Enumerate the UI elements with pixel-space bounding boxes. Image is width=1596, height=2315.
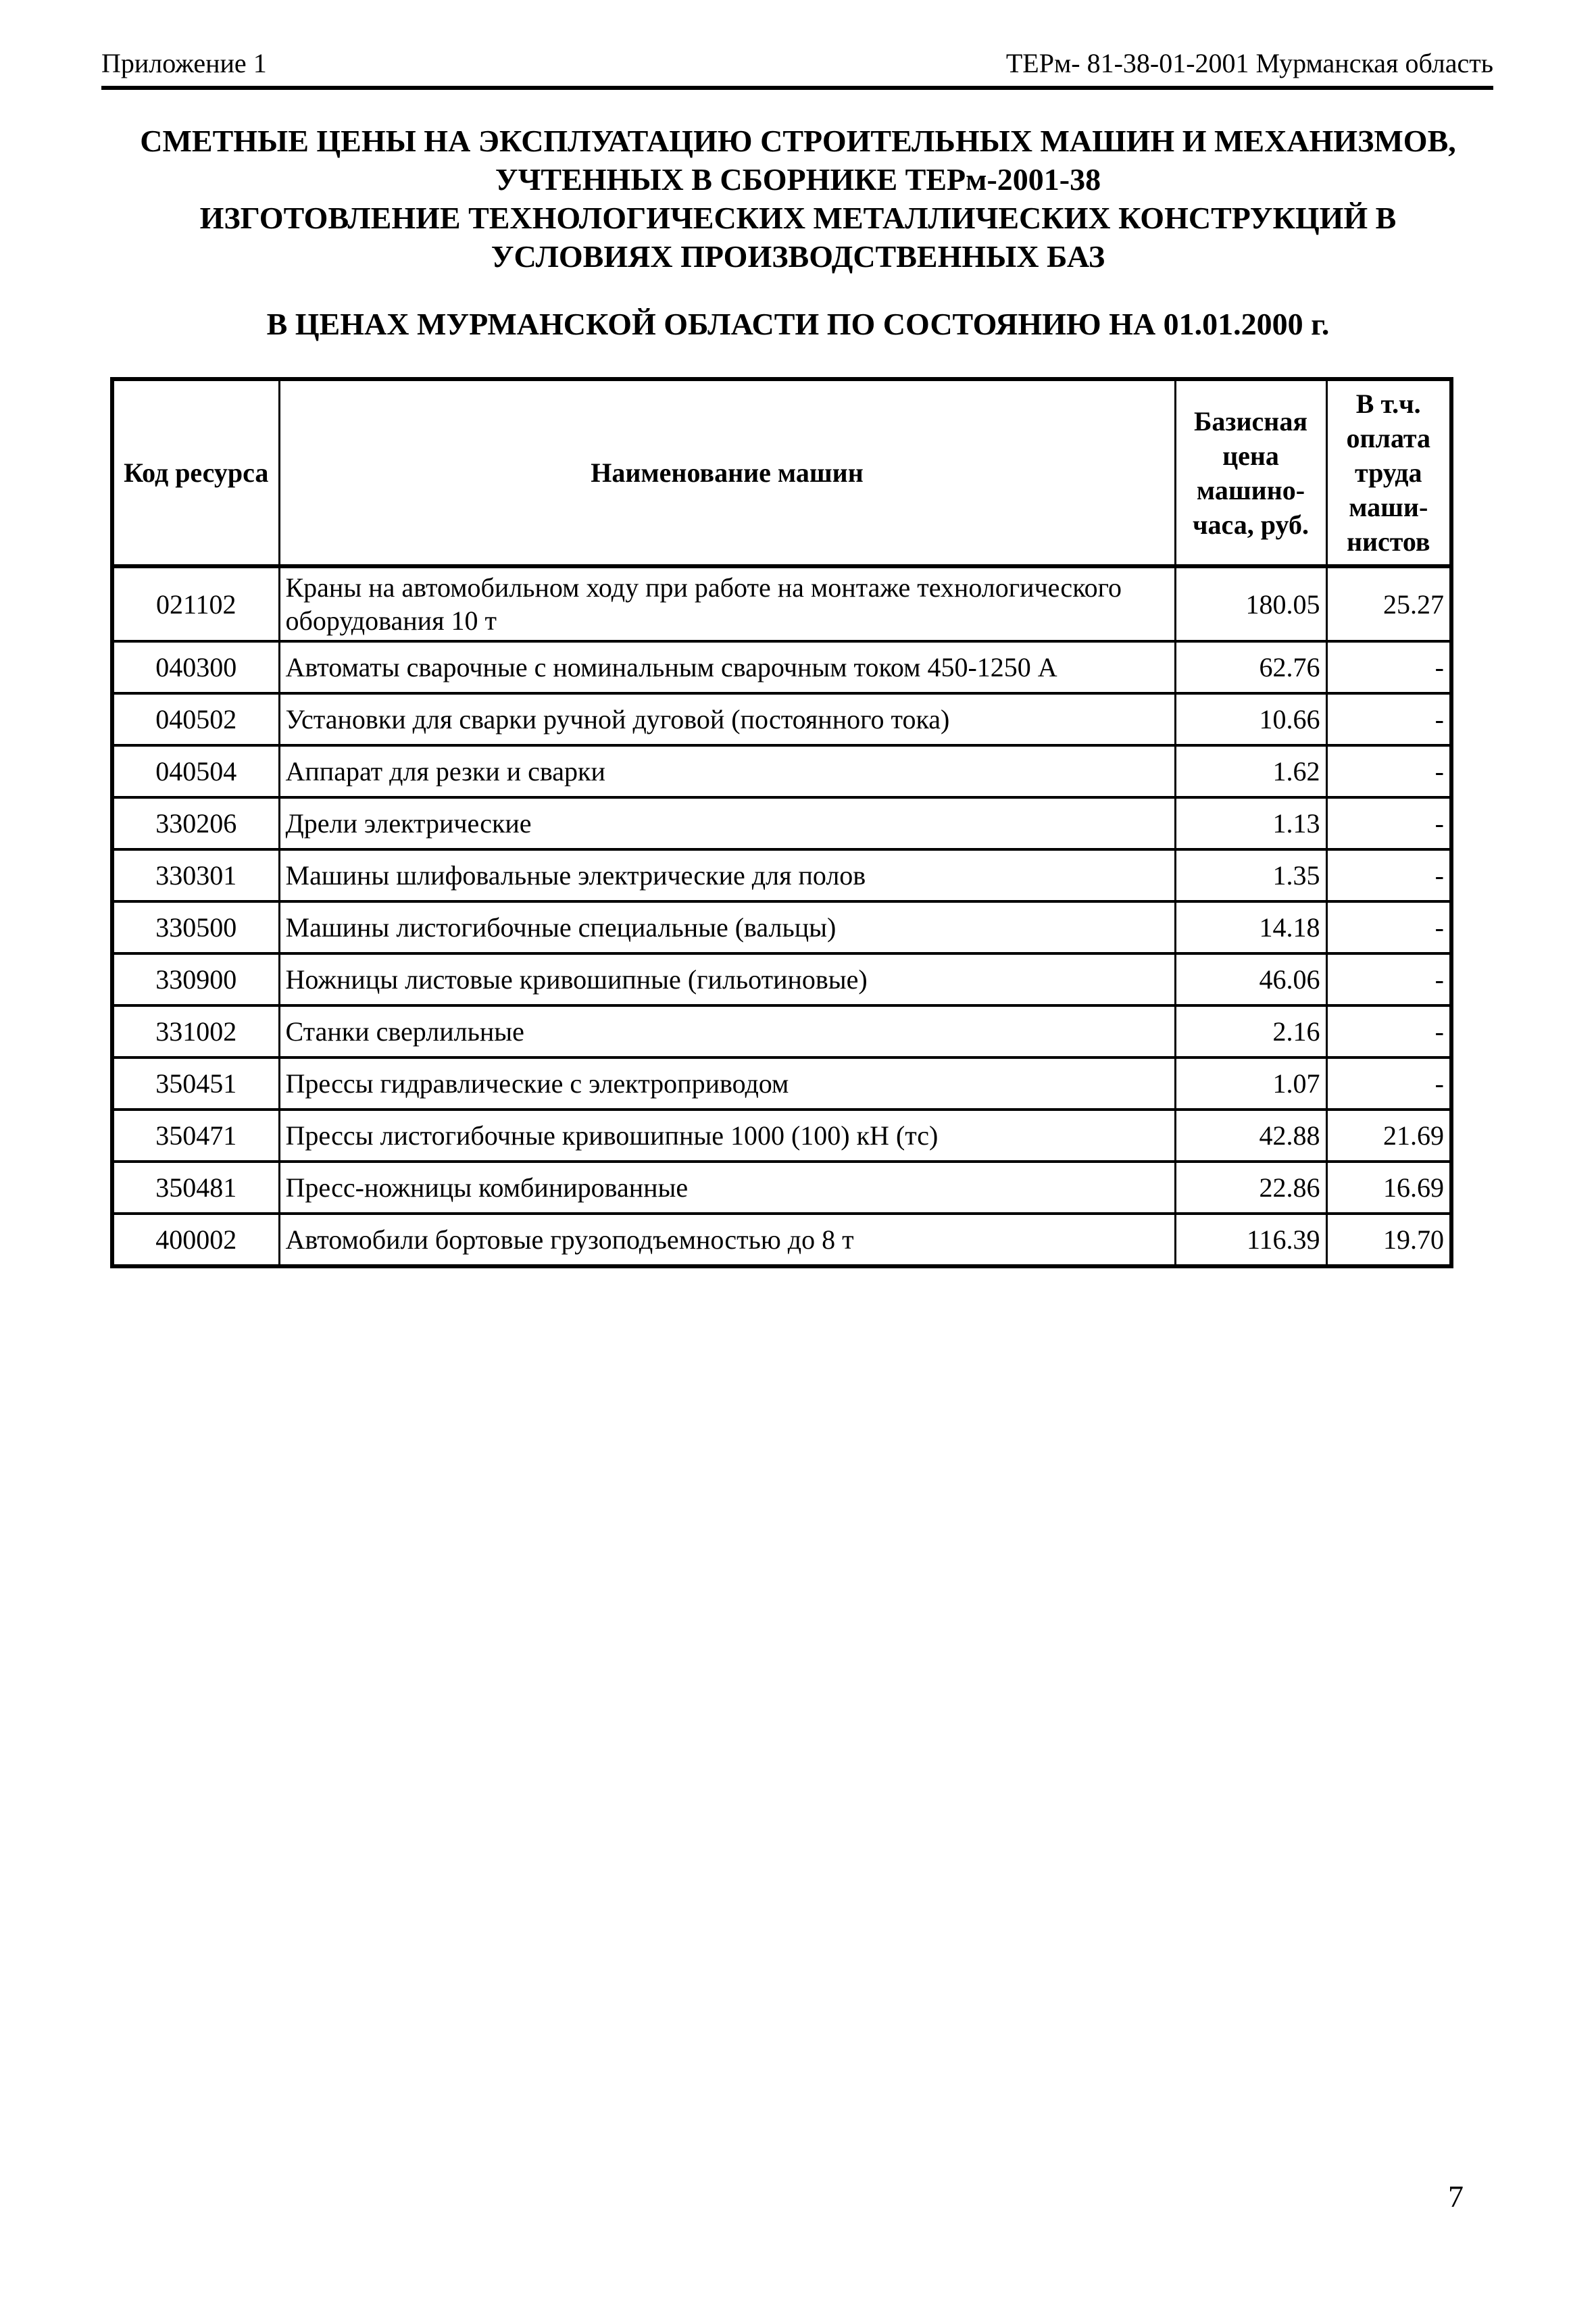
resource-code-cell: 040504: [112, 745, 279, 797]
machine-name-cell: Установки для сварки ручной дуговой (постоянного тока): [279, 693, 1175, 745]
running-header: [101, 47, 1493, 80]
machine-name-cell: Автомобили бортовые грузоподъемностью до 8 т: [279, 1214, 1175, 1266]
resource-code-cell: 330500: [112, 901, 279, 953]
base-price-cell: 1.35: [1175, 849, 1326, 901]
base-price-cell: 180.05: [1175, 566, 1326, 641]
column-header-resource-code: Код ресурса: [112, 379, 279, 566]
operator-labor-cell: -: [1326, 797, 1451, 849]
machine-name-cell: Прессы гидравлические с электроприводом: [279, 1057, 1175, 1110]
resource-code-cell: 350471: [112, 1110, 279, 1162]
machine-name-cell: Пресс-ножницы комбинированные: [279, 1162, 1175, 1214]
table-row: [112, 1214, 1451, 1266]
resource-code-cell: 400002: [112, 1214, 279, 1266]
table-row: [112, 566, 1451, 641]
machine-name-cell: Машины шлифовальные электрические для полов: [279, 849, 1175, 901]
machine-name-cell: Машины листогибочные специальные (вальцы): [279, 901, 1175, 953]
resource-code-cell: 021102: [112, 566, 279, 641]
machine-name-cell: Аппарат для резки и сварки: [279, 745, 1175, 797]
base-price-cell: 1.13: [1175, 797, 1326, 849]
operator-labor-cell: -: [1326, 1057, 1451, 1110]
machine-name-cell: Дрели электрические: [279, 797, 1175, 849]
table-row: [112, 849, 1451, 901]
base-price-cell: 62.76: [1175, 641, 1326, 693]
operator-labor-cell: -: [1326, 849, 1451, 901]
resource-code-cell: 040502: [112, 693, 279, 745]
resource-code-cell: 330206: [112, 797, 279, 849]
table-row: [112, 1005, 1451, 1057]
page-number: 7: [1448, 2179, 1464, 2214]
column-header-machine-name: Наименование машин: [279, 379, 1175, 566]
machine-name-cell: Автоматы сварочные с номинальным сварочным током 450-1250 А: [279, 641, 1175, 693]
base-price-cell: 42.88: [1175, 1110, 1326, 1162]
appendix-label: Приложение 1: [101, 48, 267, 78]
table-row: [112, 745, 1451, 797]
operator-labor-cell: -: [1326, 901, 1451, 953]
collection-reference: ТЕРм- 81-38-01-2001 Мурманская область: [1005, 48, 1493, 78]
table-body: [112, 566, 1451, 1266]
resource-code-cell: 350451: [112, 1057, 279, 1110]
machine-name-cell: Станки сверлильные: [279, 1005, 1175, 1057]
machine-name-cell: Ножницы листовые кривошипные (гильотиновые): [279, 953, 1175, 1005]
table-row: [112, 1057, 1451, 1110]
base-price-cell: 2.16: [1175, 1005, 1326, 1057]
resource-code-cell: 040300: [112, 641, 279, 693]
title-line-2: УЧТЕННЫХ В СБОРНИКЕ ТЕРм-2001-38: [495, 162, 1101, 197]
column-header-base-price: Базисная цена машино-часа, руб.: [1175, 379, 1326, 566]
operator-labor-cell: 25.27: [1326, 566, 1451, 641]
table-row: [112, 797, 1451, 849]
header-rule: [101, 86, 1493, 90]
operator-labor-cell: -: [1326, 641, 1451, 693]
base-price-cell: 116.39: [1175, 1214, 1326, 1266]
resource-code-cell: 331002: [112, 1005, 279, 1057]
base-price-cell: 22.86: [1175, 1162, 1326, 1214]
title-line-3: ИЗГОТОВЛЕНИЕ ТЕХНОЛОГИЧЕСКИХ МЕТАЛЛИЧЕСКИХ КОНСТРУКЦИЙ В: [199, 201, 1397, 235]
table-row: [112, 693, 1451, 745]
operator-labor-cell: -: [1326, 1005, 1451, 1057]
title-line-4: УСЛОВИЯХ ПРОИЗВОДСТВЕННЫХ БАЗ: [491, 239, 1105, 274]
table-row: [112, 641, 1451, 693]
table-row: [112, 1162, 1451, 1214]
operator-labor-cell: -: [1326, 693, 1451, 745]
resource-code-cell: 350481: [112, 1162, 279, 1214]
operator-labor-cell: 16.69: [1326, 1162, 1451, 1214]
base-price-cell: 10.66: [1175, 693, 1326, 745]
base-price-cell: 1.07: [1175, 1057, 1326, 1110]
machine-name-cell: Прессы листогибочные кривошипные 1000 (100) кН (тс): [279, 1110, 1175, 1162]
operator-labor-cell: -: [1326, 745, 1451, 797]
resource-code-cell: 330900: [112, 953, 279, 1005]
document-subtitle: В ЦЕНАХ МУРМАНСКОЙ ОБЛАСТИ ПО СОСТОЯНИЮ НА 01.01.2000 г.: [266, 307, 1330, 341]
table-header-row: [112, 379, 1451, 566]
base-price-cell: 14.18: [1175, 901, 1326, 953]
resource-code-cell: 330301: [112, 849, 279, 901]
table-row: [112, 953, 1451, 1005]
base-price-cell: 46.06: [1175, 953, 1326, 1005]
title-line-1: СМЕТНЫЕ ЦЕНЫ НА ЭКСПЛУАТАЦИЮ СТРОИТЕЛЬНЫХ МАШИН И МЕХАНИЗМОВ,: [140, 124, 1456, 158]
machine-name-cell: Краны на автомобильном ходу при работе на монтаже технологического оборудования 10 т: [279, 566, 1175, 641]
table-row: [112, 901, 1451, 953]
machinery-price-table: [110, 377, 1453, 1268]
operator-labor-cell: 19.70: [1326, 1214, 1451, 1266]
operator-labor-cell: -: [1326, 953, 1451, 1005]
table-row: [112, 1110, 1451, 1162]
operator-labor-cell: 21.69: [1326, 1110, 1451, 1162]
document-title: [81, 122, 1515, 276]
table-header: [112, 379, 1451, 566]
column-header-operator-labor: В т.ч. оплата труда маши-нистов: [1326, 379, 1451, 566]
base-price-cell: 1.62: [1175, 745, 1326, 797]
